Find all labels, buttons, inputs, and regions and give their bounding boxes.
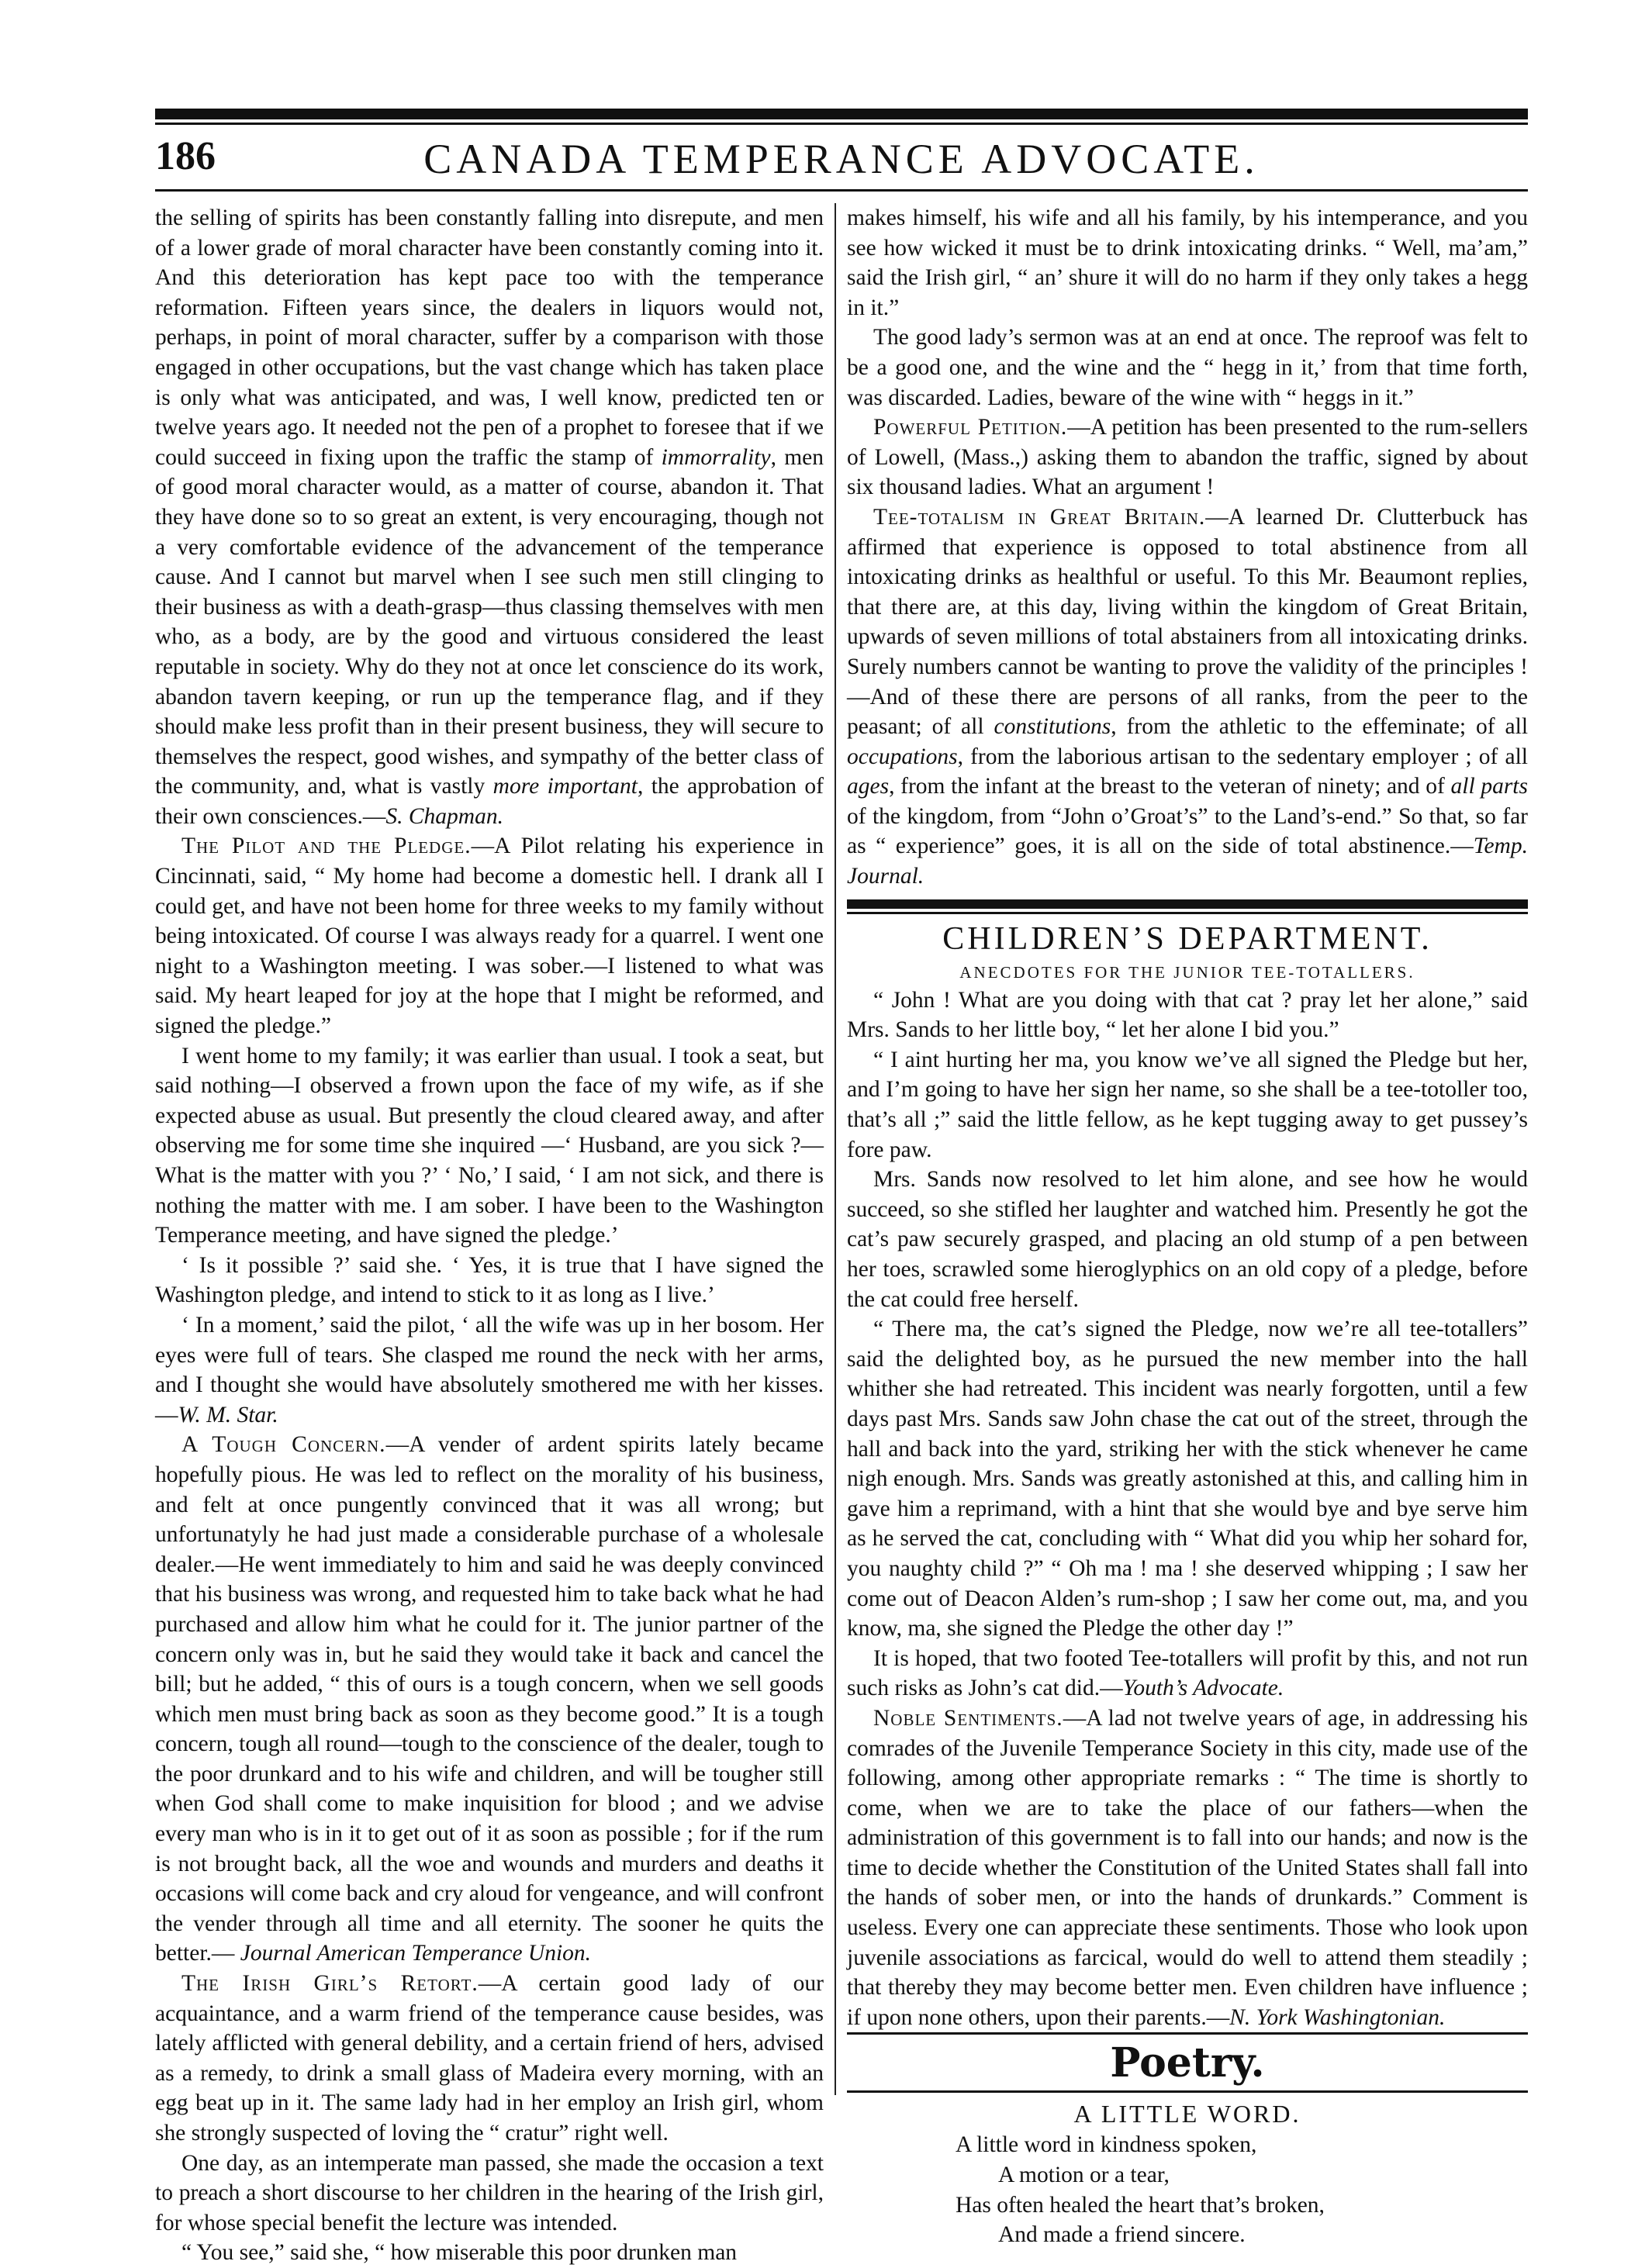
article-tough-concern: A Tough Concern.—A vender of ardent spirits lately became hopefully pious. He was led to reflect on the morality of his business, and felt at once pungently convinced that it was all wrong; but unfortunatyly he had just made a considerable purchase of a wholesale dealer.—He went immediately to him and said he was deeply convinced that his business was wrong, and requested him to take back what he had purchased and allow him what he could for it. The junior partner of the concern only was in, but he said they would take it back and cancel the bill; but he added, “ this of ours is a tough concern, when we sell goods which men must bring back as soon as they become good.” It is a tough concern, tough all round—tough to the conscience of the dealer, tough to the poor drunkard and to his wife and children, and will be tougher still when God shall come to make inquisition for blood ; and we advise every man who is in it to get out of it as soon as possible ; for if the rum is not brought back, all the woe and wounds and murders and deaths it occasions will come back and cry aloud for vengeance, and will confront the vender through all time and all eternity. The sooner he quits the better.— Journal American Temperance Union.	[155, 1432, 824, 1966]
article-heading: Powerful Petition.	[873, 415, 1068, 440]
article-noble-sentiments: Noble Sentiments.—A lad not twelve years of age, in addressing his comrades of the Juvenile Temperance Society in this city, made use of the following, among other appropriate remarks : “ The time is shortly to come, when we are to take the place of our fathers—when the administration of this government is to fall into our hands; and now is the time to decide whether the Constitution of the United States shall fall into the hands of sober men, or into the hands of drunkards.” Comment is useless. Every one can appreciate these sentiments. Those who look upon juvenile associations as farcical, would do well to attend them steadily ; that thereby they may become better men. Even children have influence ; if upon none others, upon their parents.—N. York Washingtonian.	[847, 1705, 1528, 2030]
article-paragraph: ‘ Is it possible ?’ said she. ‘ Yes, it is true that I have signed the Washington pledge, and intend to stick to it as long as I live.’	[155, 1252, 824, 1308]
newspaper-title: CANADA TEMPERANCE ADVOCATE.	[423, 136, 1260, 182]
poem-line: A little word in kindness spoken,	[956, 2132, 1257, 2158]
article-paragraph: One day, as an intemperate man passed, she made the occasion a text to preach a short discourse to her children in the hearing of the Irish girl, for whose special benefit the lecture was intended.	[155, 2150, 824, 2235]
masthead	[155, 133, 1528, 188]
article-teetotalism: Tee-totalism in Great Britain.—A learned Dr. Clutterbuck has affirmed that experience is opposed to total abstinence from all intoxicating drinks as healthful or useful. To this Mr. Beaumont replies, that there are, at this day, living within the kingdom of Great Britain, upwards of seven millions of total abstainers from all intoxicating drinks. Surely numbers cannot be wanting to prove the validity of the principles !—And of these there are persons of all ranks, from the peer to the peasant; of all constitutions, from the athletic to the effeminate; of all occupations, from the laborious artisan to the sedentary employer ; of all ages, from the infant at the breast to the veteran of ninety; and of all parts of the kingdom, from “John o’Groat’s” to the Land’s-end.” So that, so far as “ experience” goes, it is all on the side of total abstinence.—Temp. Journal.	[847, 504, 1529, 889]
article-petition: Powerful Petition.—A petition has been presented to the rum-sellers of Lowell, (Mass.,) asking them to abandon the traffic, signed by about six thousand ladies. What an argument !	[847, 415, 1528, 500]
section-title-childrens: CHILDREN’S DEPARTMENT.	[942, 920, 1432, 957]
section-thin-rule	[847, 912, 1528, 914]
article-paragraph: “ John ! What are you doing with that cat ? pray let her alone,” said Mrs. Sands to her little boy, “ let her alone I bid you.”	[847, 987, 1528, 1043]
section-title-poetry: Poetry.	[1110, 2039, 1265, 2087]
section-subtitle: ANECDOTES FOR THE JUNIOR TEE-TOTALLERS.	[959, 962, 1415, 982]
masthead-bottom-rule	[155, 189, 1528, 192]
article-paragraph: “ You see,” said she, “ how miserable this poor drunken man	[181, 2240, 738, 2266]
poem-line: A motion or a tear,	[998, 2163, 1170, 2188]
article-irish-girl: The Irish Girl’s Retort.—A certain good lady of our acquaintance, and a warm friend of the temperance cause besides, was lately afflicted with general debility, and a certain friend of hers, advised as a remedy, to drink a small glass of Madeira every morning, with an egg beat up in it. The same lady had in her employ an Irish girl, whom she strongly suspected of loving the “ cratur” right well.	[155, 1971, 824, 2145]
article-paragraph: “ There ma, the cat’s signed the Pledge, now we’re all tee-totallers” said the delighted boy, as he pursued the new member into the hall whither she had retreated. This incident was nearly forgotten, until a few days past Mrs. Sands saw John chase the cat out of the street, through the hall and back into the yard, striking her with the stick whenever he came nigh enough. Mrs. Sands was greatly astonished at this, and calling him in gave him a reprimand, with a hint that she would bye and bye serve him as he served the cat, concluding with “ What did you whip her sohard for, you naughty child ?” “ Oh ma ! ma ! she deserved whipping ; I saw her come out of Deacon Alden’s rum-shop ; I saw her come out, ma, and you know, ma, she signed the Pledge the other day !”	[847, 1317, 1528, 1641]
article-heading: Noble Sentiments.	[873, 1705, 1063, 1731]
right-column	[847, 203, 1529, 2248]
left-column	[155, 203, 824, 2266]
article-paragraph: The good lady’s sermon was at an end at once. The reproof was felt to be a good one, and the wine and the “ hegg in it,’ from that time forth, was discarded. Ladies, beware of the wine with “ heggs in it.”	[847, 325, 1528, 410]
poetry-top-rule	[847, 2032, 1528, 2035]
article-pilot-pledge: The Pilot and the Pledge.—A Pilot relating his experience in Cincinnati, said, “ My home had become a domestic hell. I drank all I could get, and have not been home for three weeks to my family without being intoxicated. Of course I was always ready for a quarrel. I went one night to a Washington meeting. I was sober.—I listened to what was said. My heart leaped for joy at the hope that I might be reformed, and signed the pledge.”	[155, 834, 824, 1039]
article-heading: Tee-totalism in Great Britain.	[873, 504, 1206, 530]
page-number: 186	[155, 134, 216, 178]
poem-line: Has often healed the heart that’s broken,	[956, 2192, 1325, 2218]
article-heading: The Irish Girl’s Retort.	[181, 1971, 479, 1997]
article-paragraph: I went home to my family; it was earlier than usual. I took a seat, but said nothing—I observed a frown upon the face of my wife, as if she expected abuse as usual. But presently the cloud cleared away, and after observing me for some time she inquired —‘ Husband, are you sick ?—What is the matter with you ?’ ‘ No,’ I said, ‘ I am not sick, and there is nothing the matter with me. I am sober. I have been to the Washington Temperance meeting, and have signed the pledge.’	[155, 1043, 824, 1248]
article-heading: A Tough Concern.	[181, 1432, 386, 1458]
article-paragraph: ‘ In a moment,’ said the pilot, ‘ all the wife was up in her bosom. Her eyes were full of tears. She clasped me round the neck with her arms, and I thought she would have absolutely smothered me with her kisses.—W. M. Star.	[155, 1312, 824, 1427]
article-paragraph: the selling of spirits has been constantly falling into disrepute, and men of a lower grade of moral character have been constantly coming into it. And this deterioration has kept pace too with the temperance reformation. Fifteen years since, the dealers in liquors would not, perhaps, in point of moral character, suffer by a comparison with those engaged in other occupations, but the vast change which has taken place is only what was anticipated, and was, I well know, predicted ten or twelve years ago. It needed not the pen of a prophet to foresee that if we could succeed in fixing upon the traffic the stamp of immorrality, men of good moral character would, as a matter of course, abandon it. That they have done so to so great an extent, is very encouraging, though not a very comfortable evidence of the advancement of the temperance cause. And I cannot but marvel when I see such men still clinging to their business as with a death-grasp—thus classing themselves with men who, as a body, are by the good and virtuous considered the least reputable in society. Why do they not at once let conscience do its work, abandon tavern keeping, or run up the temperance flag, and if they should make less profit than in their present business, they will secure to themselves the respect, good wishes, and sympathy of the better class of the community, and, what is vastly more important, the approbation of their own consciences.—S. Chapman.	[155, 205, 824, 829]
poetry-bottom-rule	[847, 2090, 1528, 2093]
poem-title: A LITTLE WORD.	[1073, 2100, 1301, 2128]
article-heading: The Pilot and the Pledge.	[181, 834, 472, 859]
article-paragraph: It is hoped, that two footed Tee-totallers will profit by this, and not run such risks as John’s cat did.—Youth’s Advocate.	[847, 1645, 1528, 1701]
masthead-thin-rule	[155, 123, 1528, 125]
masthead-thick-rule	[155, 109, 1528, 119]
article-paragraph: Mrs. Sands now resolved to let him alone, and see how he would succeed, so she stifled her laughter and watched him. Presently he got the cat’s paw securely grasped, and placing an old stump of a pen between her toes, scrawled some hieroglyphics on an old copy of a pledge, before the cat could free herself.	[847, 1167, 1528, 1312]
article-paragraph: “ I aint hurting her ma, you know we’ve all signed the Pledge but her, and I’m going to have her sign her name, so she shall be a tee-totoller too, that’s all ;” said the little fellow, as he kept tugging away to get pussey’s fore paw.	[847, 1047, 1528, 1162]
article-paragraph: makes himself, his wife and all his family, by his intemperance, and you see how wicked it must be to drink intoxicating drinks. “ Well, ma’am,” said the Irish girl, “ an’ shure it will do no harm if they only takes a hegg in it.”	[847, 205, 1528, 320]
section-thick-rule	[847, 899, 1528, 909]
poem-line: And made a friend sincere.	[998, 2222, 1246, 2248]
column-divider	[835, 203, 836, 2095]
